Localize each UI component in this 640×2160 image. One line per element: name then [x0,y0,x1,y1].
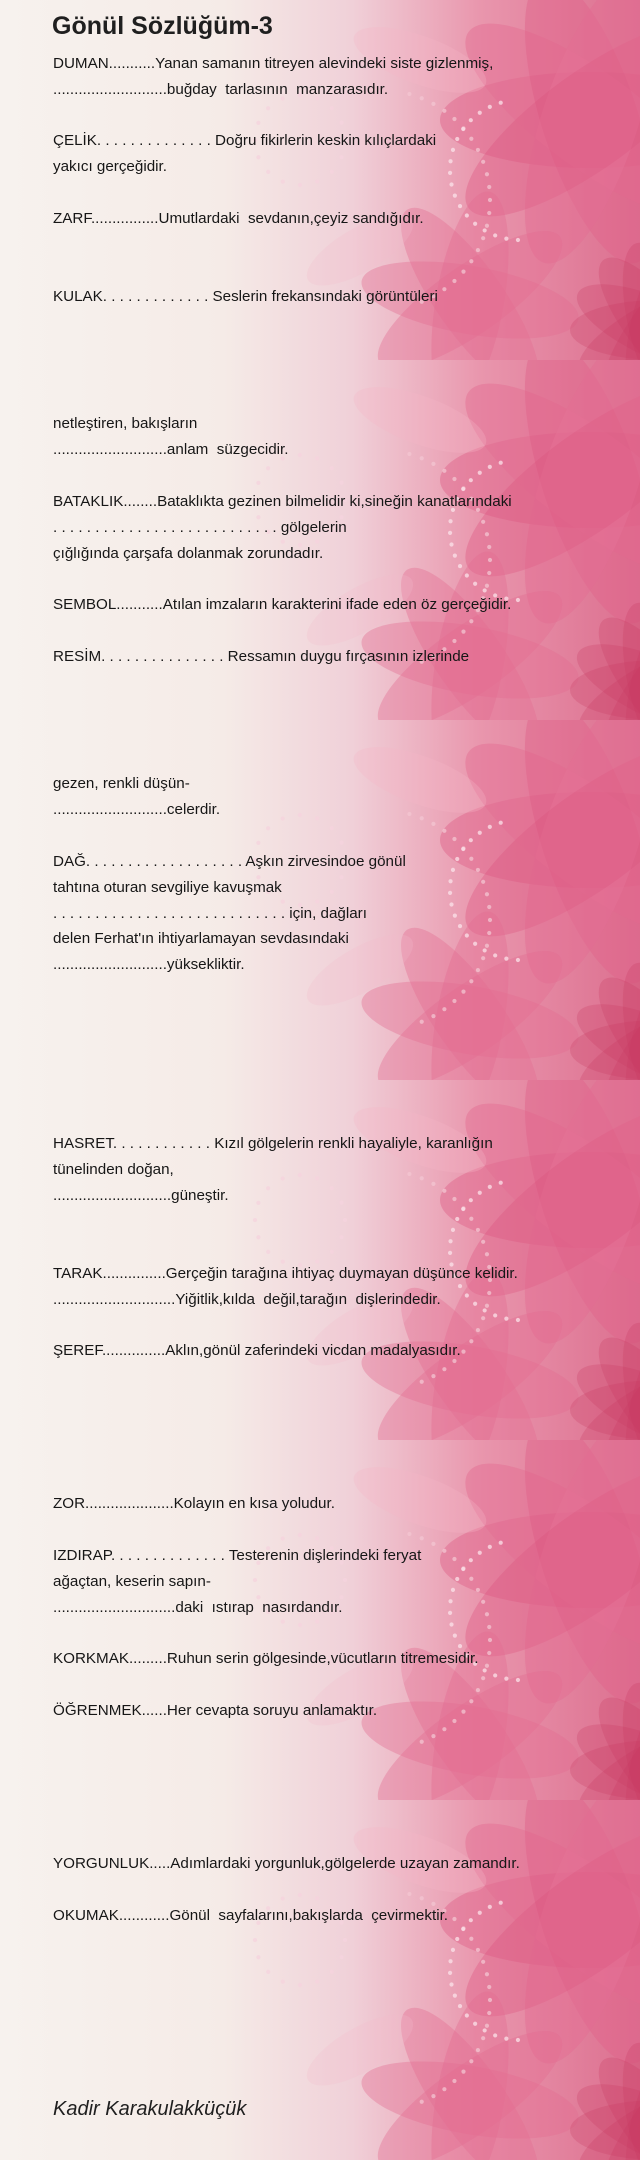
text-line: tünelinden doğan, [53,1161,174,1178]
text-line: OKUMAK............Gönül sayfalarını,bakışlarda çevirmektir. [53,1907,449,1924]
text-line: . . . . . . . . . . . . . . . . . . . . . . . . . . . . için, dağları [53,905,367,922]
text-line: ZOR.....................Kolayın en kısa yoludur. [53,1495,335,1512]
text-line: yakıcı gerçeğidir. [53,158,167,175]
background-tile [0,720,640,1080]
background-tile [0,1440,640,1800]
text-line: DAĞ. . . . . . . . . . . . . . . . . . . Aşkın zirvesindoe gönül [53,853,406,870]
text-line: ağaçtan, keserin sapın- [53,1573,211,1590]
text-line: SEMBOL...........Atılan imzaların karakterini ifade eden öz gerçeğidir. [53,596,512,613]
text-line: YORGUNLUK.....Adımlardaki yorgunluk,gölgelerde uzayan zamandır. [53,1855,520,1872]
author-signature: Kadir Karakulakküçük [53,2098,247,2120]
text-line: KULAK. . . . . . . . . . . . . Seslerin frekansındaki görüntüleri [53,288,438,305]
background-tile [0,360,640,720]
background-tile [0,0,640,360]
text-line: gezen, renkli düşün- [53,775,190,792]
text-line: . . . . . . . . . . . . . . . . . . . . . . . . . . . gölgelerin [53,519,347,536]
text-line: TARAK...............Gerçeğin tarağına ihtiyaç duymayan düşünce kelidir. [53,1265,518,1282]
text-line: ...........................celerdir. [53,801,221,818]
text-line: delen Ferhat'ın ihtiyarlamayan sevdasındaki [53,930,349,947]
text-line: netleştiren, bakışların [53,415,198,432]
background-tile [0,1080,640,1440]
text-line: .............................daki ıstırap nasırdandır. [53,1599,343,1616]
text-line: .............................Yiğitlik,kılda değil,tarağın dişlerindedir. [53,1291,441,1308]
text-line: BATAKLIK........Bataklıkta gezinen bilmelidir ki,sineğin kanatlarındaki [53,493,512,510]
page-title: Gönül Sözlüğüm-3 [52,12,273,40]
text-line: ...........................buğday tarlasının manzarasıdır. [53,81,389,98]
text-line: HASRET. . . . . . . . . . . . Kızıl gölgelerin renkli hayaliyle, karanlığın [53,1135,493,1152]
text-line: tahtına oturan sevgiliye kavuşmak [53,879,282,896]
text-line: çığlığında çarşafa dolanmak zorundadır. [53,545,324,562]
text-line: ...........................anlam süzgecidir. [53,441,289,458]
text-line: ŞEREF...............Aklın,gönül zaferindeki vicdan madalyasıdır. [53,1342,461,1359]
text-line: ............................güneştir. [53,1187,229,1204]
text-line: IZDIRAP. . . . . . . . . . . . . . Testerenin dişlerindeki feryat [53,1547,422,1564]
text-line: ...........................yüksekliktir. [53,956,245,973]
text-line: KORKMAK.........Ruhun serin gölgesinde,vücutların titremesidir. [53,1650,479,1667]
text-line: RESİM. . . . . . . . . . . . . . . Ressamın duygu fırçasının izlerinde [53,648,470,665]
text-line: ZARF................Umutlardaki sevdanın,çeyiz sandığıdır. [53,210,424,227]
text-line: ÖĞRENMEK......Her cevapta soruyu anlamaktır. [53,1702,378,1719]
text-line: ÇELİK. . . . . . . . . . . . . . Doğru fikirlerin keskin kılıçlardaki [53,132,437,149]
text-line: DUMAN...........Yanan samanın titreyen alevindeki siste gizlenmiş, [53,55,494,72]
